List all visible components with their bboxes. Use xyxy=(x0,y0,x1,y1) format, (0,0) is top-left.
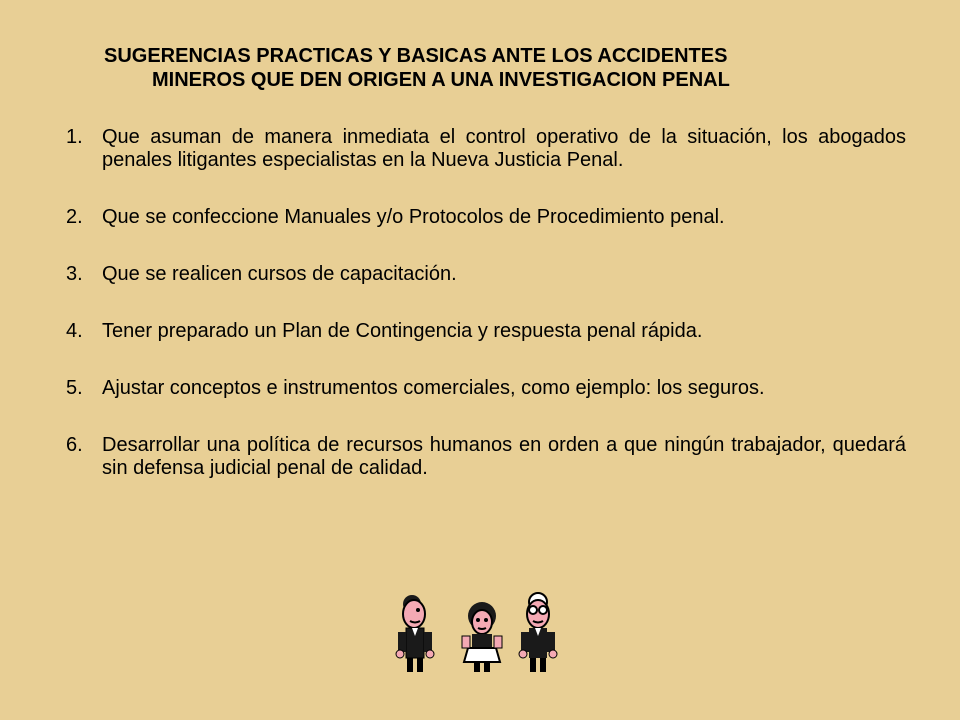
item-text: Tener preparado un Plan de Contingencia y respuesta penal rápida. xyxy=(102,320,703,342)
woman-figure xyxy=(462,602,502,672)
item-number: 2. xyxy=(66,206,83,228)
list-item xyxy=(66,206,906,229)
man-right-figure xyxy=(519,593,557,672)
item-number: 3. xyxy=(66,263,83,285)
people-clipart xyxy=(392,592,572,674)
list-item xyxy=(66,377,906,400)
title-line-2: MINEROS QUE DEN ORIGEN A UNA INVESTIGACION PENAL xyxy=(152,69,730,91)
item-text: Ajustar conceptos e instrumentos comerciales, como ejemplo: los seguros. xyxy=(102,377,765,399)
list-item xyxy=(66,126,906,172)
suggestion-list xyxy=(66,126,906,514)
list-item xyxy=(66,320,906,343)
item-number: 1. xyxy=(66,126,83,148)
list-item xyxy=(66,263,906,286)
item-number: 6. xyxy=(66,434,83,456)
man-left-figure xyxy=(396,595,434,672)
slide-title xyxy=(104,44,912,92)
title-line-1: SUGERENCIAS PRACTICAS Y BASICAS ANTE LOS ACCIDENTES xyxy=(104,45,728,67)
item-number: 5. xyxy=(66,377,83,399)
list-item xyxy=(66,434,906,480)
item-text: Que se confeccione Manuales y/o Protocolos de Procedimiento penal. xyxy=(102,206,725,228)
item-text: Desarrollar una política de recursos humanos en orden a que ningún trabajador, quedará sin defensa judicial penal de calidad. xyxy=(102,434,906,479)
item-text: Que se realicen cursos de capacitación. xyxy=(102,263,457,285)
item-text: Que asuman de manera inmediata el control operativo de la situación, los abogados penales litigantes especialistas en la Nueva Justicia Penal. xyxy=(102,126,906,171)
item-number: 4. xyxy=(66,320,83,342)
